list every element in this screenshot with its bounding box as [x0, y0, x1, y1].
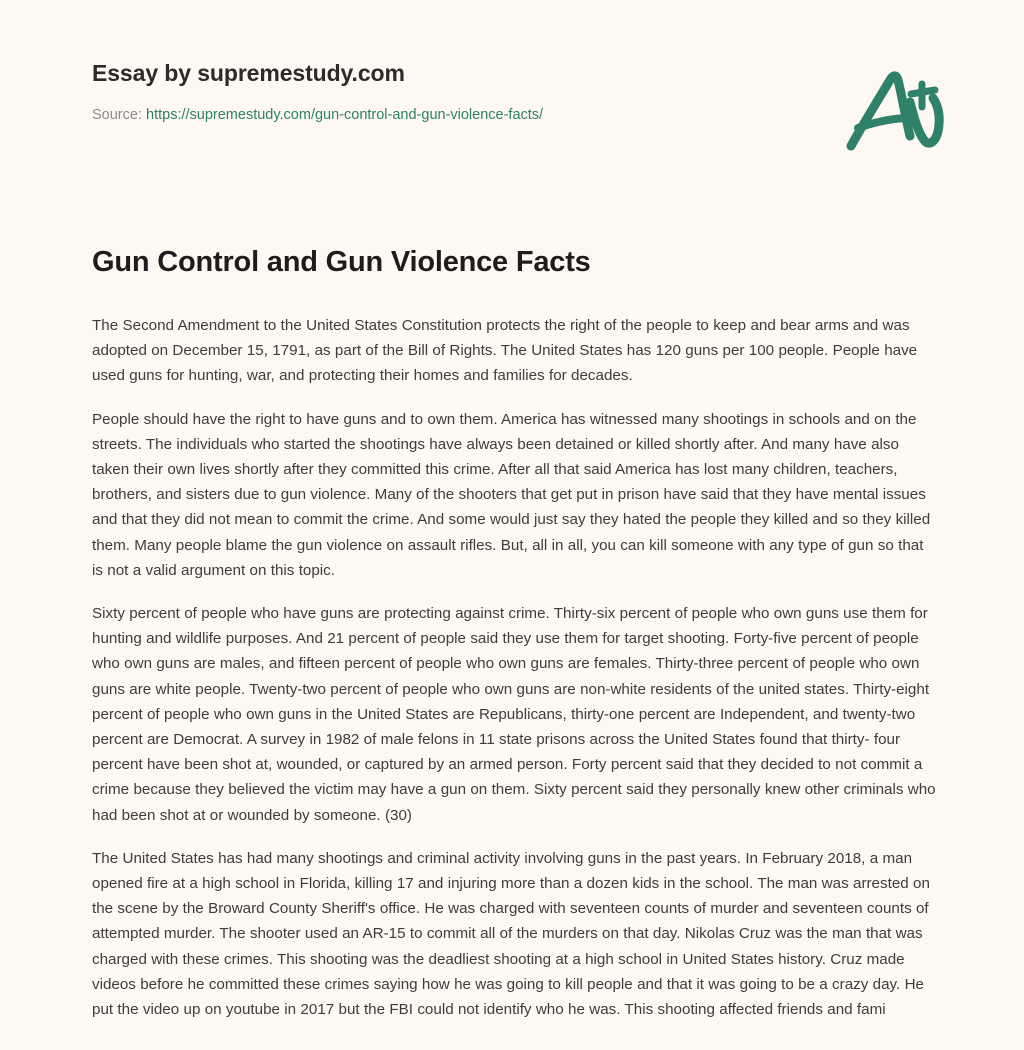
- a-plus-logo-icon: [838, 62, 948, 167]
- paragraph: The United States has had many shootings and criminal activity involving guns in the past years. In February 2018, a man opened fire at a high school in Florida, killing 17 and injuring more than a dozen kids in the school. The man was arrested on the scene by the Broward County Sheriff's office. He was charged with seventeen counts of murder and seventeen counts of attempted murder. The shooter used an AR-15 to commit all of the murders on that day. Nikolas Cruz was the man that was charged with these crimes. This shooting was the deadliest shooting at a high school in United States history. Cruz made videos before he committed these crimes saying how he was going to kill people and that it was going to be a crazy day. He put the video up on youtube in 2017 but the FBI could not identify who he was. This shooting affected friends and fami: [92, 849, 930, 1019]
- source-line: [92, 105, 792, 125]
- paragraph: The Second Amendment to the United States Constitution protects the right of the people to keep and bear arms and was adopted on December 15, 1791, as part of the Bill of Rights. The United States has 120 guns per 100 people. People have used guns for hunting, war, and protecting their homes and families for decades.: [92, 317, 918, 385]
- paragraph: Sixty percent of people who have guns are protecting against crime. Thirty-six percent of people who own guns use them for hunting and wildlife purposes. And 21 percent of people said they use them for target shooting. Forty-five percent of people who own guns are males, and fifteen percent of people who own guns are females. Thirty-three percent of people who own guns are white people. Twenty-two percent of people who own guns are non-white residents of the united states. Thirty-eight percent of people who own guns in the United States are Republicans, thirty-one percent are Independent, and twenty-two percent are Democrat. A survey in 1982 of male felons in 11 state prisons across the United States found that thirty- four percent have been shot at, wounded, or captured by an armed person. Forty percent said that they decided to not commit a crime because they believed the victim may have a gun on them. Sixty percent said they personally knew other criminals who had been shot at or wounded by someone. (30): [92, 605, 936, 824]
- page-header: [92, 58, 792, 125]
- source-url-link[interactable]: https://supremestudy.com/gun-control-and-gun-violence-facts/: [146, 107, 544, 123]
- essay-body: [92, 313, 938, 1022]
- page-title: Gun Control and Gun Violence Facts: [92, 246, 591, 278]
- paragraph: People should have the right to have guns and to own them. America has witnessed many shootings in schools and on the streets. The individuals who started the shootings have always been detained or killed shortly after. And many have also taken their own lives shortly after they committed this crime. After all that said America has lost many children, teachers, brothers, and sisters due to gun violence. Many of the shooters that get put in prison have said that they have mental issues and that they did not mean to commit the crime. And some would just say they hated the people they killed and so they killed them. Many people blame the gun violence on assault rifles. But, all in all, you can kill someone with any type of gun so that is not a valid argument on this topic.: [92, 410, 931, 579]
- source-label: Source:: [92, 107, 142, 123]
- byline: Essay by supremestudy.com: [92, 60, 405, 86]
